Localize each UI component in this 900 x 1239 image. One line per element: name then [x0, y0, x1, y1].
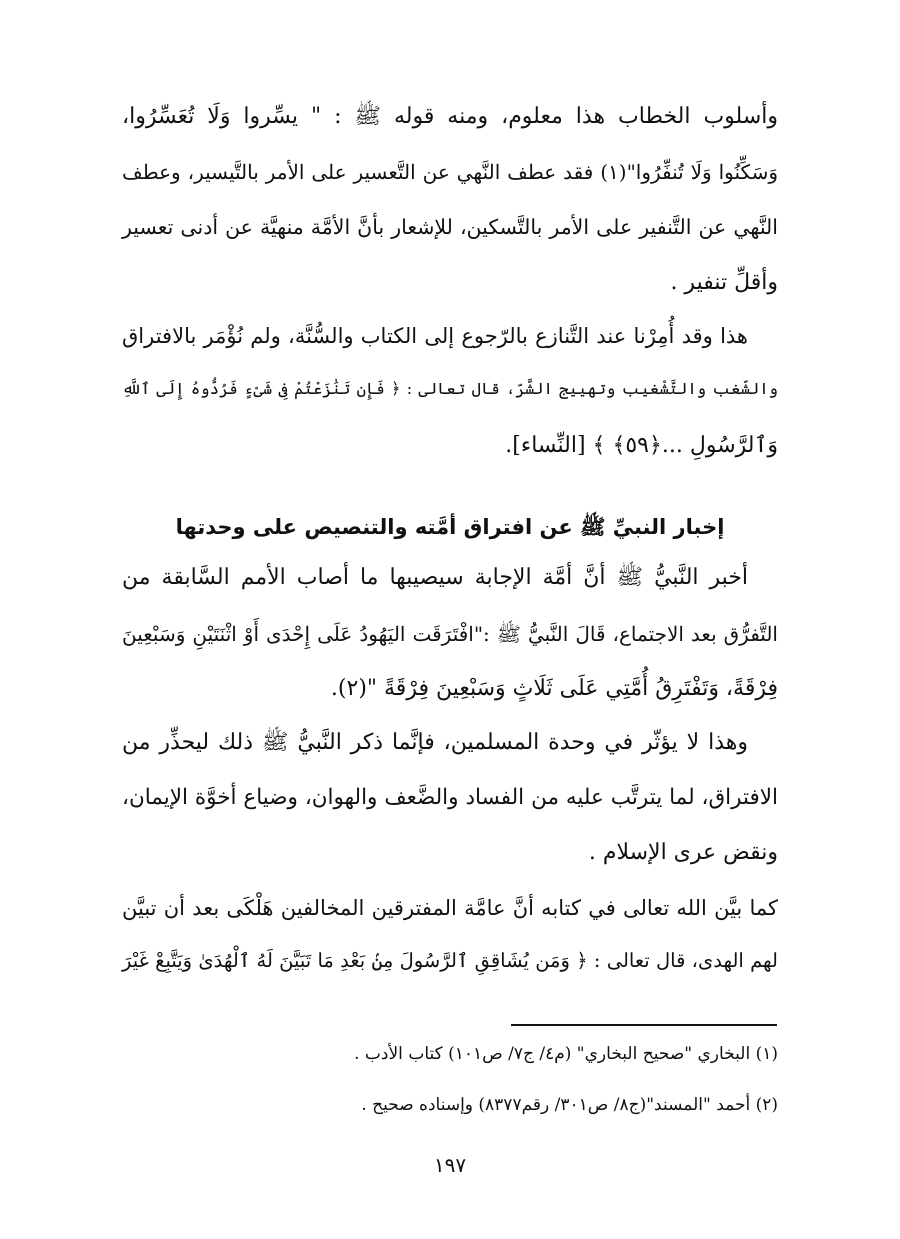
body-line-10: فِرْقَةً، وَتَفْتَرِقُ أُمَّتِي عَلَى ثَلَاثٍ وَسَبْعِينَ فِرْقَةً "(٢).: [330, 676, 778, 701]
body-line-5: هذا وقد أُمِرْنا عند التَّنازع بالرّجوع إلى الكتاب والسُّنَّة، ولم نُؤْمَر بالافتراق: [122, 324, 748, 348]
page-number: ١٩٧: [433, 1153, 467, 1177]
body-line-1: وأسلوب الخطاب هذا معلوم، ومنه قوله ﷺ : " يسِّروا وَلَا تُعَسِّرُوا،: [122, 104, 778, 129]
footnote-2: (٢) أحمد "المسند"(ج٨/ ص٣٠١/ رقم٨٣٧٧) وإسناده صحيح .: [361, 1095, 778, 1115]
body-line-13: ونقض عرى الإسلام .: [588, 840, 778, 865]
footnote-1: (١) البخاري "صحيح البخاري" (م٤/ ج٧/ ص١٠١) كتاب الأدب .: [354, 1044, 778, 1064]
body-line-7: وَٱلرَّسُولِ ...﴿٥٩﴾ ﴾ [النِّساء].: [505, 433, 778, 458]
body-line-3: النَّهي عن التَّنفير على الأمر بالتَّسكين، للإشعار بأنَّ الأمَّة منهيَّة عن أدنى تعسير: [122, 215, 778, 239]
body-line-14: كما بيَّن الله تعالى في كتابه أنَّ عامَّة المفترقين المخالفين هَلْكَى بعد أن تبيَّن: [122, 896, 778, 920]
body-line-2: وَسَكِّنُوا وَلَا تُنفِّرُوا"(١) فقد عطف النَّهي عن التَّعسير على الأمر بالتَّيسير، وعطف: [122, 160, 779, 184]
body-line-8: أخبر النَّبيُّ ﷺ أنَّ أمَّة الإجابة سيصيبها ما أصاب الأمم السَّابقة من: [122, 565, 748, 590]
footnote-separator: [511, 1024, 777, 1026]
section-heading: إخبار النبيِّ ﷺ عن افتراق أمَّته والتنصيص على وحدتها: [175, 515, 725, 539]
body-line-11: وهذا لا يؤثّر في وحدة المسلمين، فإنَّما ذكر النَّبيُّ ﷺ ذلك ليحذِّر من: [122, 730, 748, 755]
body-line-9: التَّفرُّق بعد الاجتماع، قَالَ النَّبيُّ ﷺ :"افْتَرَقَت اليَهُودُ عَلَى إِحْدَى أَوْ اثْنَتَيْنِ وَسَبْعِينَ: [122, 622, 778, 646]
body-line-15: لهم الهدى، قال تعالى : ﴿ وَمَن يُشَاقِقِ ٱلرَّسُولَ مِنۢ بَعْدِ مَا تَبَيَّنَ لَهُ ٱلْهُدَىٰ وَيَتَّبِعْ غَيْرَ: [122, 949, 778, 972]
body-line-6: والشّغب والتَّشْغيب وتهييج الشَّرّ، قال تعالى : ﴿ فَإِن تَنَٰزَعْتُمْ فِى شَىْءٍ فَرُدُّوهُ إِلَى ٱللَّهِ: [122, 379, 778, 398]
body-line-12: الافتراق، لما يترتَّب عليه من الفساد والضَّعف والهوان، وضياع أخوَّة الإيمان،: [122, 785, 778, 810]
body-line-4: وأقلِّ تنفير .: [670, 270, 778, 295]
